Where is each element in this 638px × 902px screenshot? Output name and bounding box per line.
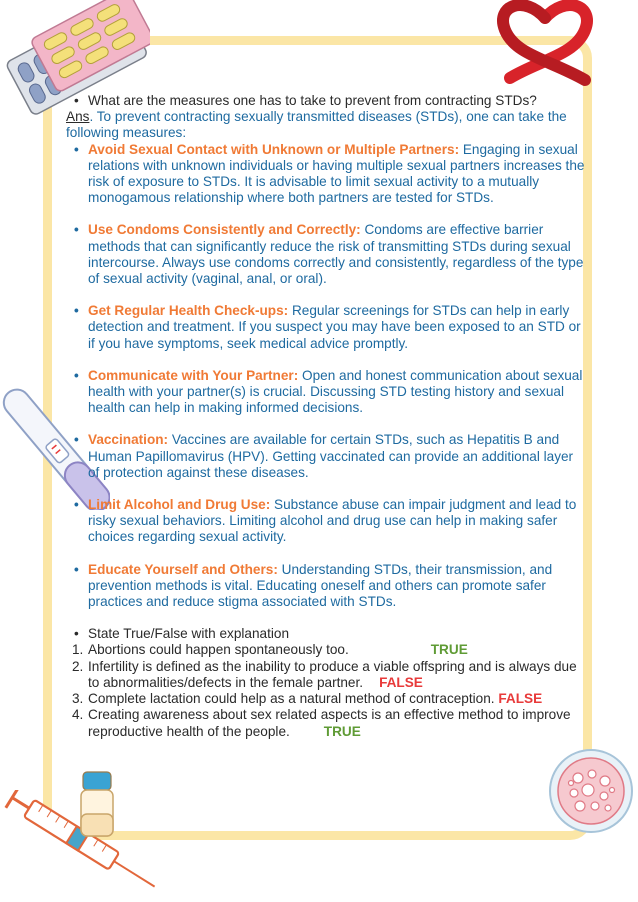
cell-petri-dish-icon [548,748,634,834]
item-number: 4. [72,707,84,723]
measure-text: Engaging in sexual relations with unknown individuals or having multiple sexual partners increases the risk of exposure to STDs. It is advisable to limit sexual activity to a mutually monogamous relationship where both partners are tested for STDs. [88,141,585,206]
measure-text: Understanding STDs, their transmission, and prevention methods is vital. Educating oneself and others can promote safer practices and reduce stigma associated with STDs. [88,561,553,610]
question-1: • What are the measures one has to take to prevent from contracting STDs? [66,93,586,109]
list-item [66,691,586,707]
statement-text: Creating awareness about sex related aspects is an effective method to improve reproductive health of the people. [88,707,571,739]
answer-label: Ans [66,109,90,125]
list-item [66,642,586,658]
vial-icon [77,770,117,840]
measure-title: Vaccination: [88,432,169,448]
document-body [66,93,586,740]
measure-text: Substance abuse can impair judgment and lead to risky sexual behaviors. Limiting alcohol and drug use can help in making safer choices regarding sexual activity. [88,497,577,545]
awareness-ribbon-icon [470,0,620,90]
measure-title: Avoid Sexual Contact with Unknown or Multiple Partners: [88,141,460,157]
measure-text: Condoms are effective barrier methods that can significantly reduce the risk of transmitting STDs during sexual intercourse. Always use condoms correctly and consistently, regardless of the type of sexual activity (vaginal, anal, or oral). [88,222,584,287]
measure-title: Limit Alcohol and Drug Use: [88,497,271,513]
list-item [66,497,586,546]
list-item [66,432,586,481]
verdict-label: FALSE [379,674,423,690]
measure-title: Use Condoms Consistently and Correctly: [88,222,361,238]
question-2: • State True/False with explanation [66,626,586,642]
statement-text: Infertility is defined as the inability to produce a viable offspring and is always due to abnormalities/defects in the female partner. [88,658,577,690]
answer-intro-text: . To prevent contracting sexually transmitted diseases (STDs), one can take the following measures: [66,109,567,141]
measure-title: Educate Yourself and Others: [88,561,278,577]
measure-text: Regular screenings for STDs can help in early detection and treatment. If you suspect you may have been exposed to an STD or if you have symptoms, seek medical advice promptly. [88,303,581,351]
list-item [66,303,586,352]
list-item [66,222,586,287]
verdict-label: FALSE [498,691,543,707]
list-item [66,659,586,691]
item-number: 2. [72,658,84,674]
list-item [66,562,586,611]
list-item [66,142,586,207]
list-item [66,707,586,739]
list-item [66,368,586,417]
item-number: 3. [72,691,84,707]
measure-title: Get Regular Health Check-ups: [88,303,289,319]
measure-text: Open and honest communication about sexual health with your partner(s) is crucial. Discussing STD testing history and sexual health can help in making informed decisions. [88,367,583,416]
measure-text: Vaccines are available for certain STDs, such as Hepatitis B and Human Papillomavirus (HPV). Getting vaccinated can provide an additional layer of protection against these diseases. [88,432,574,480]
verdict-label: TRUE [323,723,361,739]
answer-intro [66,109,586,141]
statement-text: Abortions could happen spontaneously too. [88,642,349,658]
measures-list [66,142,586,611]
measure-title: Communicate with Your Partner: [88,367,299,383]
verdict-label: TRUE [430,642,468,658]
true-false-list [66,642,586,739]
item-number: 1. [72,642,84,658]
statement-text: Complete lactation could help as a natural method of contraception. [88,691,495,707]
